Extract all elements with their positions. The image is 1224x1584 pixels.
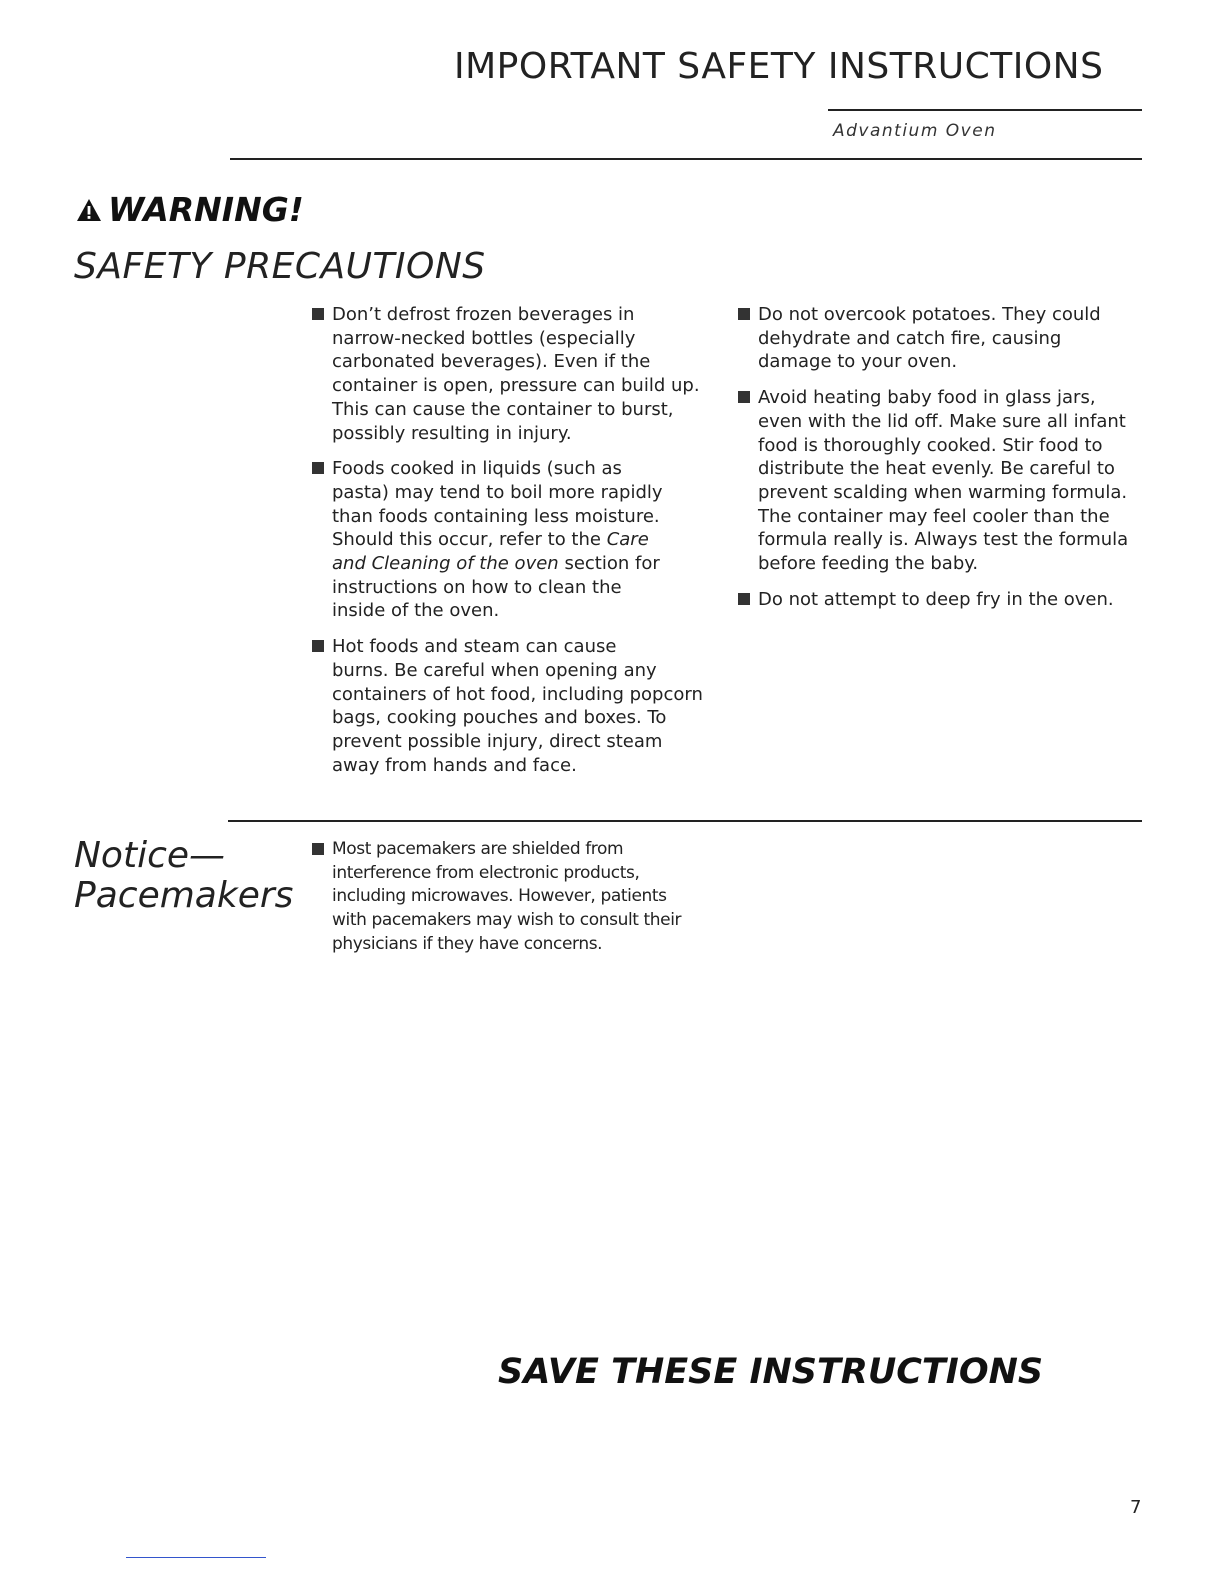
bullet-square-icon bbox=[312, 843, 324, 855]
notice-column bbox=[312, 838, 732, 969]
list-item-text: Hot foods and steam can cause burns. Be careful when opening any containers of hot food, including popcorn bags, cooking pouches and boxes. To prevent possible injury, direct steam away from hands and face. bbox=[332, 636, 703, 776]
bullet-square-icon bbox=[738, 308, 750, 320]
bullet-square-icon bbox=[738, 391, 750, 403]
list-item-text-post: section for instructions on how to clean the inside of the oven. bbox=[332, 553, 660, 622]
warning-heading bbox=[76, 190, 304, 229]
notice-text: Most pacemakers are shielded from interference from electronic products, including microwaves. However, patients with pacemakers may wish to consult their physicians if they have concerns. bbox=[332, 839, 682, 954]
right-column bbox=[738, 303, 1148, 623]
save-instructions-heading: SAVE THESE INSTRUCTIONS bbox=[498, 1352, 1044, 1392]
bullet-square-icon bbox=[312, 640, 324, 652]
bullet-square-icon bbox=[312, 308, 324, 320]
list-item-text: Don’t defrost frozen beverages in narrow-necked bottles (especially carbonated beverages). Even if the container is open, pressure can build up. This can cause the container to burst, possibly resulting in injury. bbox=[332, 304, 700, 444]
list-item-text bbox=[332, 457, 722, 623]
footer-link-underline bbox=[126, 1557, 266, 1558]
page-number: 7 bbox=[1130, 1497, 1142, 1518]
warning-label: WARNING! bbox=[108, 190, 304, 229]
list-item-text: Do not attempt to deep fry in the oven. bbox=[758, 588, 1114, 610]
notice-heading bbox=[74, 836, 293, 916]
list-item bbox=[312, 303, 722, 445]
section-divider-top bbox=[230, 158, 1142, 160]
list-item bbox=[312, 457, 722, 623]
header-subtitle: Advantium Oven bbox=[833, 121, 997, 141]
list-item bbox=[738, 588, 1148, 612]
header-rule bbox=[828, 109, 1142, 111]
notice-heading-line2: Pacemakers bbox=[74, 875, 294, 916]
list-item-text: Do not overcook potatoes. They could dehydrate and catch fire, causing damage to your oven. bbox=[758, 304, 1101, 373]
bullet-square-icon bbox=[312, 462, 324, 474]
section-divider-middle bbox=[228, 820, 1142, 822]
list-item-text-pre: Foods cooked in liquids (such as pasta) may tend to boil more rapidly than foods containing less moisture. Should this occur, refer to the bbox=[332, 458, 663, 551]
left-column bbox=[312, 303, 722, 789]
section-title: SAFETY PRECAUTIONS bbox=[74, 246, 486, 287]
care-cleaning-reference: Care and Cleaning of the oven bbox=[332, 529, 649, 575]
warning-triangle-icon bbox=[76, 198, 102, 222]
list-item bbox=[312, 635, 722, 777]
list-item bbox=[738, 386, 1148, 576]
notice-heading-line1: Notice— bbox=[74, 835, 226, 876]
list-item-text: Avoid heating baby food in glass jars, even with the lid off. Make sure all infant food is thoroughly cooked. Stir food to distribute the heat evenly. Be careful to prevent scalding when warming formula. The container may feel cooler than the formula really is. Always test the formula before feeding the baby. bbox=[758, 387, 1129, 575]
page-header-title: IMPORTANT SAFETY INSTRUCTIONS bbox=[454, 46, 1104, 87]
list-item bbox=[738, 303, 1148, 374]
bullet-square-icon bbox=[738, 593, 750, 605]
list-item bbox=[312, 838, 732, 957]
